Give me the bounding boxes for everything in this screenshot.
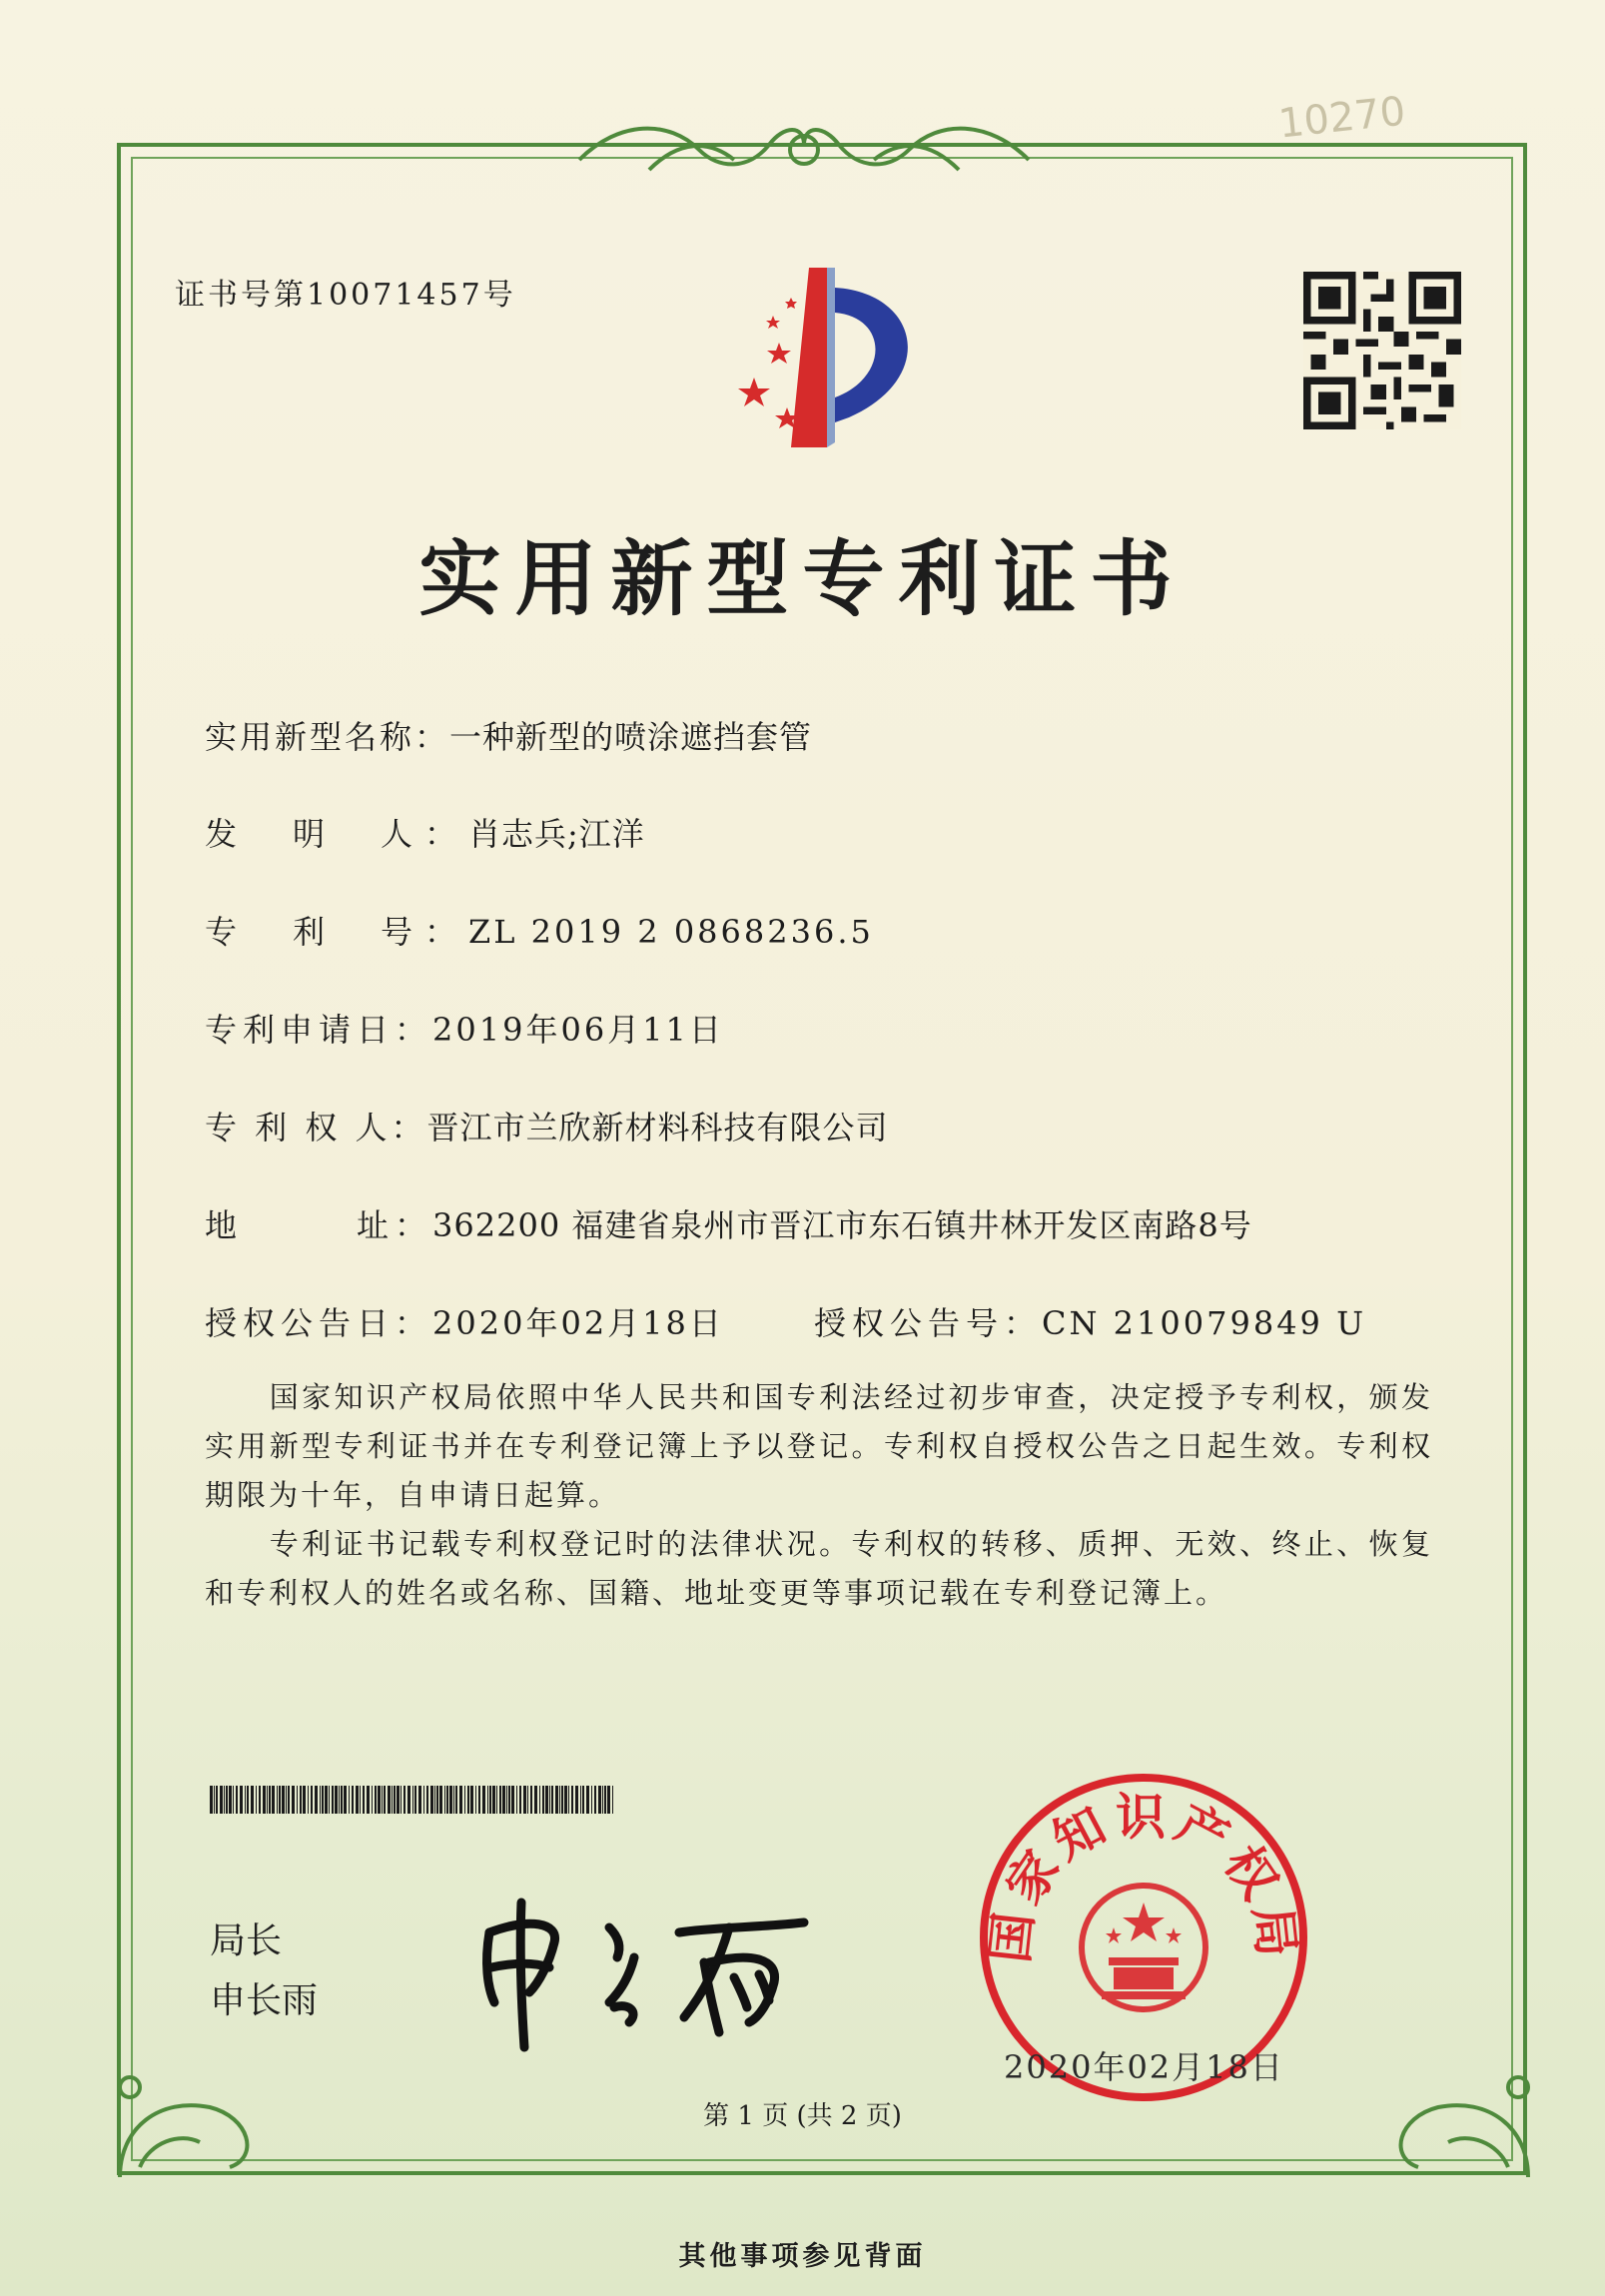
inventor-names: 肖志兵;江洋 [468,815,645,853]
certificate-number: 证书号第10071457号 [175,278,516,313]
field-label: 授权公告号： [814,1304,1043,1342]
patent-office-emblem-icon [699,258,949,457]
field-label: 专 利 号： [205,913,469,951]
top-ornament [559,100,1049,190]
legal-paragraph-2: 专利证书记载专利权登记时的法律状况。专利权的转移、质押、无效、终止、恢复和专利权人的姓名或名称、国籍、地址变更等事项记载在专利登记簿上。 [205,1527,1433,1610]
signatory-name: 申长雨 [210,1980,319,2021]
grant-number-field [814,1298,1366,1344]
signatory-title: 局长 [210,1920,283,1961]
patentee-name: 晋江市兰欣新材料科技有限公司 [426,1109,889,1147]
field-label: 地 址： [205,1206,433,1244]
filing-date: 2019年06月11日 [432,1011,724,1049]
svg-text:国家知识产权局 [981,1788,1306,1965]
filing-date-field [205,1005,724,1051]
handwritten-note: 10270 [1275,88,1408,148]
footer-note: 其他事项参见背面 [678,2241,927,2272]
legal-paragraph-1: 国家知识产权局依照中华人民共和国专利法经过初步审查，决定授予专利权，颁发实用新型专利证书并在专利登记簿上予以登记。专利权自授权公告之日起生效。专利权期限为十年，自申请日起算。 [205,1380,1433,1512]
field-label: 实用新型名称： [205,718,450,756]
utility-model-name: 一种新型的喷涂遮挡套管 [449,718,813,756]
barcode [210,1786,619,1814]
handwritten-signature [469,1883,829,2052]
certificate-title: 实用新型专利证书 [418,532,1187,627]
field-label: 授权公告日： [205,1304,433,1342]
seal-date: 2020年02月18日 [1004,2048,1284,2086]
page-number: 第 1 页 (共 2 页) [703,2101,902,2131]
patent-number-field [205,907,874,953]
field-label: 发 明 人： [205,815,469,853]
patentee-field [205,1103,889,1148]
grant-date-field [205,1298,724,1344]
inventor-field [205,809,645,855]
field-label: 专利申请日： [205,1011,433,1049]
address-field [205,1200,1252,1246]
seal-text: 国家知识产权局 [980,1788,1307,1966]
qr-code [1303,272,1461,429]
grant-number: CN 210079849 U [1042,1304,1367,1342]
grant-date: 2020年02月18日 [432,1304,724,1342]
address: 362200 福建省泉州市晋江市东石镇井林开发区南路8号 [432,1206,1252,1244]
field-label: 专 利 权 人： [205,1109,427,1147]
patent-number: ZL 2019 2 0868236.5 [468,913,874,951]
utility-model-name-field [205,712,812,758]
